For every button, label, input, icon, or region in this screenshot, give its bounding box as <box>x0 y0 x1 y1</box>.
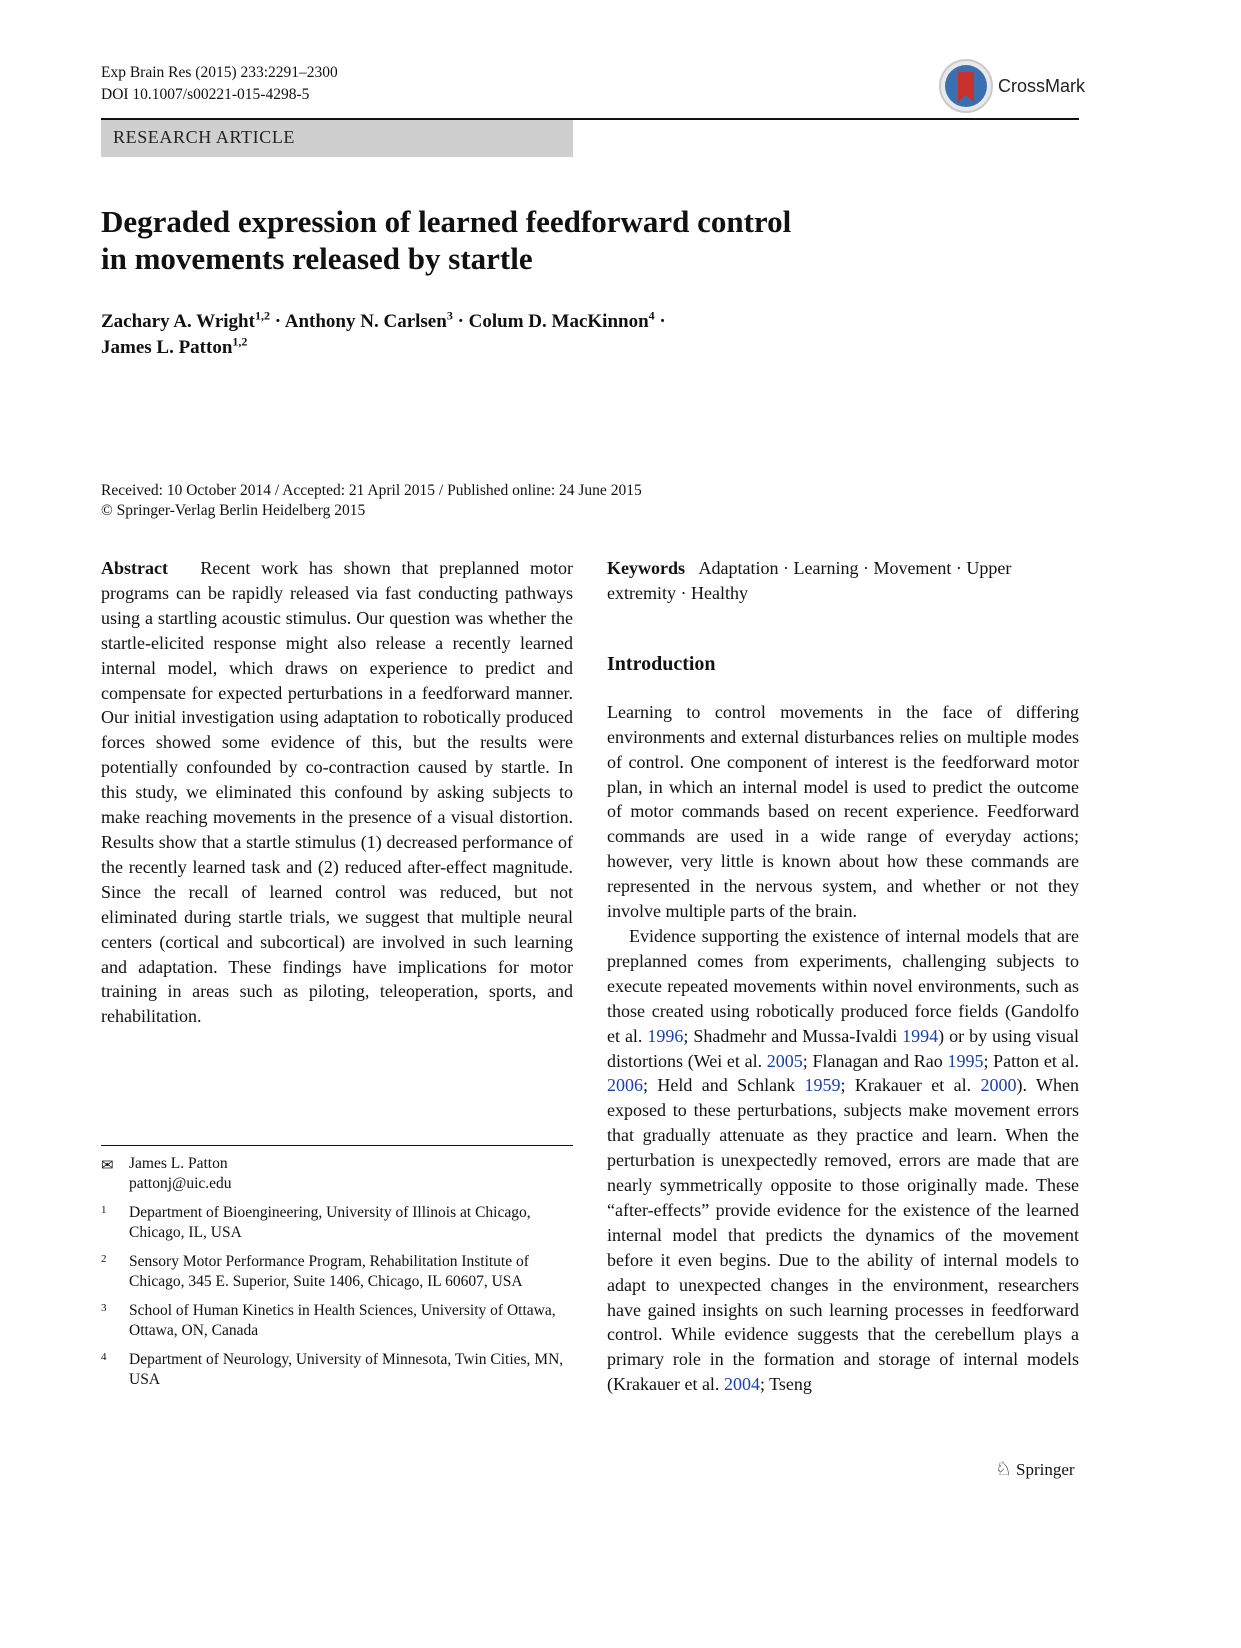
abstract-section <box>101 556 573 1029</box>
intro-paragraph-1: Learning to control movements in the face of differing environments and external disturbances relies on multiple modes of control. One component of interest is the feedforward motor plan, in which an internal model is used to predict the outcome of motor commands based on recent experience. Feedforward commands are used in a wide range of everyday actions; however, very little is known about how these commands are represented in the nervous system, and whether or not they involve multiple parts of the brain. <box>607 701 1079 922</box>
citation-link[interactable]: 1959 <box>804 1075 841 1096</box>
citation-link[interactable]: 1994 <box>902 1025 939 1046</box>
citation-link[interactable]: 2006 <box>607 1075 643 1096</box>
history-line: Received: 10 October 2014 / Accepted: 21 April 2015 / Published online: 24 June 2015 <box>101 482 642 499</box>
citation-link[interactable]: 2005 <box>766 1050 803 1071</box>
affiliation-number: 2 <box>101 1253 107 1265</box>
text-run: Evidence supporting the existence of internal models that are preplanned comes from experiments, challenging subjects to execute repeated movements within novel environments, such as those created using robotically produced force fields (Gandolfo et al. <box>607 925 1079 1046</box>
author-name[interactable]: Colum D. MacKinnon <box>468 311 649 332</box>
affiliation-2 <box>101 1252 573 1292</box>
affiliation-text: Department of Neurology, University of Minnesota, Twin Cities, MN, USA <box>129 1351 564 1388</box>
right-column <box>607 556 1079 1397</box>
author-affiliation: 1,2 <box>232 334 248 349</box>
footnotes <box>101 1154 573 1399</box>
affiliation-1 <box>101 1203 573 1243</box>
affiliation-text: School of Human Kinetics in Health Sciences, University of Ottawa, Ottawa, ON, Canada <box>129 1302 556 1339</box>
text-run: ; Held and Schlank <box>643 1075 805 1096</box>
journal-header <box>101 62 338 106</box>
corresponding-name: James L. Patton <box>129 1155 228 1172</box>
text-run: ; Shadmehr and Mussa-Ivaldi <box>683 1025 903 1046</box>
affiliation-number: 3 <box>101 1302 107 1314</box>
citation-link[interactable]: 2000 <box>980 1075 1017 1096</box>
envelope-icon: ✉ <box>101 1158 114 1174</box>
author-affiliation: 1,2 <box>254 308 270 323</box>
citation-link[interactable]: 2004 <box>723 1374 760 1395</box>
abstract-paragraph <box>101 556 573 1029</box>
affiliation-number: 4 <box>101 1351 107 1363</box>
affiliation-text: Department of Bioengineering, University of Illinois at Chicago, Chicago, IL, USA <box>129 1204 531 1241</box>
text-run: ) or by using visual distortions (Wei et al. <box>607 1025 1079 1071</box>
article-type-banner <box>101 120 573 157</box>
corresponding-author <box>101 1154 573 1194</box>
title-line-1: Degraded expression of learned feedforward control <box>101 204 792 239</box>
footnote-rule <box>101 1145 573 1146</box>
copyright-line: © Springer-Verlag Berlin Heidelberg 2015 <box>101 502 366 519</box>
keywords-text: Adaptation · Learning · Movement · Upper extremity · Healthy <box>607 558 1012 603</box>
corresponding-email[interactable]: pattonj@uic.edu <box>129 1175 232 1192</box>
affiliation-4 <box>101 1350 573 1390</box>
citation-link[interactable]: 1996 <box>647 1025 684 1046</box>
abstract-text: Recent work has shown that preplanned motor programs can be rapidly released via fast conducting pathways using a startling acoustic stimulus. Our question was whether the startle-elicited response might also release a recently learned internal model, which draws on experience to predict and compensate for expected perturbations in a feedforward manner. Our initial investigation using adaptation to robotically produced forces showed some evidence of this, but the results were potentially confounded by co-contraction caused by startle. In this study, we eliminated this confound by asking subjects to make reaching movements in the presence of a visual distortion. Results show that a startle stimulus (1) decreased performance of the recently learned task and (2) reduced after-effect magnitude. Since the recall of learned control was reduced, but not eliminated during startle trials, we suggest that multiple neural centers (cortical and subcortical) are involved in such learning and adaptation. These findings have implications for motor training in areas such as piloting, teleoperation, sports, and rehabilitation. <box>101 558 574 1027</box>
article-type: RESEARCH ARTICLE <box>113 127 296 147</box>
affiliation-text: Sensory Motor Performance Program, Rehabilitation Institute of Chicago, 345 E. Superior, Suite 1406, Chicago, IL 60607, USA <box>129 1253 529 1290</box>
crossmark-badge[interactable] <box>938 58 1088 114</box>
doi[interactable]: DOI 10.1007/s00221-015-4298-5 <box>101 86 310 103</box>
author-name[interactable]: Anthony N. Carlsen <box>284 311 447 332</box>
keywords-label: Keywords <box>607 558 685 578</box>
citation-link[interactable]: 1995 <box>947 1050 984 1071</box>
publisher-name: Springer <box>1016 1460 1075 1479</box>
publication-dates <box>101 481 642 521</box>
crossmark-label: CrossMark <box>998 76 1086 96</box>
text-run: ; Krakauer et al. <box>840 1075 981 1096</box>
text-run: ; Flanagan and Rao <box>802 1050 948 1071</box>
author-name[interactable]: Zachary A. Wright <box>101 311 255 332</box>
affiliation-number: 1 <box>101 1204 107 1216</box>
author-affiliation: 4 <box>648 308 655 323</box>
text-run: ; Tseng <box>759 1374 812 1395</box>
affiliation-3 <box>101 1301 573 1341</box>
springer-horse-icon: ♘ <box>995 1458 1013 1480</box>
title-line-2: in movements released by startle <box>101 241 533 276</box>
section-heading-introduction: Introduction <box>607 652 716 675</box>
text-run: ; Patton et al. <box>983 1050 1080 1071</box>
intro-paragraph-2 <box>607 924 1079 1397</box>
author-affiliation: 3 <box>446 308 453 323</box>
journal-citation: Exp Brain Res (2015) 233:2291–2300 <box>101 64 338 81</box>
keywords <box>607 556 1079 606</box>
paper-title <box>101 203 921 277</box>
crossmark-icon <box>938 58 994 114</box>
author-name[interactable]: James L. Patton <box>101 337 233 358</box>
abstract-label: Abstract <box>101 558 168 578</box>
author-list: Zachary A. Wright$^{1,2}$ · Anthony N. Carlsen$^3$ · Colum D. MacKinnon$^4$ · James L. Patton$^{1,2}$ <box>101 308 666 358</box>
publisher-logo <box>995 1458 1075 1480</box>
text-run: ). When exposed to these perturbations, subjects make movement errors that gradually attenuate as they practice and learn. When the perturbation is unexpectedly removed, errors are made that are nearly symmetrically opposite to those originally made. These “after-effects” provide evidence for the existence of the learned internal model that predicts the dynamics of the movement before it even begins. Due to the ability of internal models to adapt to unexpected changes in the environment, researchers have gained insights on such learning processes in feedforward control. While evidence suggests that the cerebellum plays a primary role in the formation and storage of internal models (Krakauer et al. <box>607 1075 1079 1395</box>
